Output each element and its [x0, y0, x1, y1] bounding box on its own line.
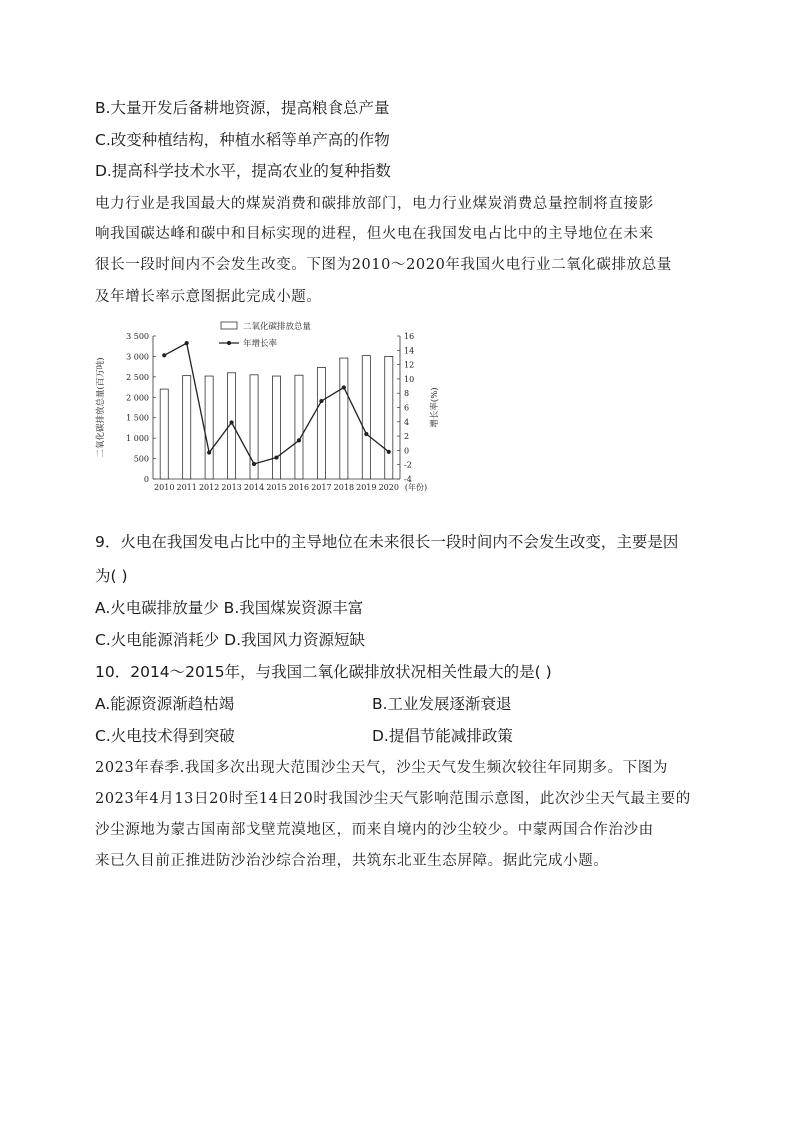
growth-rate-point: [274, 455, 278, 459]
growth-rate-point: [319, 399, 323, 403]
x-tick-label: 2019: [356, 483, 377, 492]
left-tick-label: 1 000: [126, 434, 149, 444]
intro-paragraph-line-4: 及年增长率示意图据此完成小题。: [95, 289, 322, 305]
emission-bar: [205, 376, 213, 479]
legend-line-label: 年增长率: [243, 339, 278, 349]
option-b-q8: B.大量开发后备耕地资源，提高粮食总产量: [95, 99, 390, 117]
legend-bar-swatch: [221, 322, 237, 329]
question-9-options-cd: C.火电能源消耗少 D.我国风力资源短缺: [95, 631, 366, 649]
growth-rate-point: [342, 385, 346, 389]
right-tick-label: 16: [404, 332, 415, 341]
right-tick-label: 6: [404, 403, 410, 413]
emission-bar: [362, 356, 370, 479]
question-10-stem: 10．2014～2015年，与我国二氧化碳排放状况相关性最大的是( ): [95, 663, 552, 681]
left-tick-label: 3 500: [126, 332, 149, 341]
chart-axes: [126, 332, 414, 484]
growth-rate-point: [387, 450, 391, 454]
dust-paragraph-line-4: 来已久目前正推进防沙治沙综合治理，共筑东北亚生态屏障。据此完成小题。: [95, 853, 609, 869]
dust-paragraph-line-2: 2023年4月13日20时至14日20时我国沙尘天气影响范围示意图，此次沙尘天气最主要的: [95, 791, 691, 807]
intro-paragraph-line-1: 电力行业是我国最大的煤炭消费和碳排放部门，电力行业煤炭消费总量控制将直接影: [95, 196, 654, 212]
left-tick-label: 3 000: [126, 352, 149, 362]
emission-bar: [385, 356, 393, 479]
question-9-options-ab: A.火电碳排放量少 B.我国煤炭资源丰富: [95, 599, 364, 617]
x-tick-label: 2018: [333, 483, 355, 492]
emission-bar: [183, 376, 191, 479]
legend-bar-label: 二氧化碳排放总量: [243, 322, 312, 332]
right-tick-label: -2: [404, 460, 412, 470]
emission-bar: [295, 375, 303, 479]
legend-line-marker: [227, 341, 231, 345]
x-tick-label: 2013: [221, 483, 242, 492]
dust-paragraph-line-1: 2023年春季.我国多次出现大范围沙尘天气，沙尘天气发生频次较往年同期多。下图为: [95, 760, 669, 776]
intro-paragraph-line-2: 响我国碳达峰和碳中和目标实现的进程，但火电在我国发电占比中的主导地位在未来: [95, 226, 654, 242]
growth-rate-point: [162, 353, 166, 357]
question-10-option-a: A.能源资源渐趋枯竭: [95, 695, 235, 713]
dust-paragraph-line-3: 沙尘源地为蒙古国南部戈壁荒漠地区，而来自境内的沙尘较少。中蒙两国合作治沙由: [95, 822, 654, 838]
emission-bar: [317, 367, 325, 479]
right-tick-label: 2: [404, 432, 410, 442]
right-tick-label: 12: [404, 360, 415, 370]
left-tick-label: 2 500: [126, 372, 149, 382]
x-tick-label: 2010: [154, 483, 175, 492]
growth-rate-point: [229, 420, 233, 424]
growth-rate-point: [185, 341, 189, 345]
left-tick-label: 2 000: [126, 393, 149, 403]
option-d-q8: D.提高科学技术水平，提高农业的复种指数: [95, 162, 391, 180]
right-tick-label: -4: [404, 475, 412, 484]
left-tick-label: 500: [133, 454, 149, 464]
right-axis-title: 增长率(%): [430, 387, 440, 428]
co2-emission-chart: [93, 316, 455, 494]
growth-rate-point: [364, 432, 368, 436]
x-tick-label: 2011: [176, 483, 197, 492]
x-tick-label: 2020: [378, 483, 399, 492]
right-tick-label: 0: [404, 446, 410, 456]
growth-rate-point: [252, 462, 256, 466]
option-c-q8: C.改变种植结构，种植水稻等单产高的作物: [95, 131, 390, 149]
left-tick-label: 1 500: [126, 413, 149, 423]
x-tick-label: 2017: [311, 483, 332, 492]
left-tick-label: 0: [143, 475, 149, 484]
question-9-stem: 9．火电在我国发电占比中的主导地位在未来很长一段时间内不会发生改变，主要是因: [95, 533, 679, 551]
question-10-option-b: B.工业发展逐渐衰退: [372, 695, 512, 713]
right-tick-label: 14: [404, 346, 415, 356]
right-tick-label: 8: [404, 389, 410, 399]
x-tick-label: 2015: [266, 483, 287, 492]
right-tick-label: 4: [404, 417, 410, 427]
x-tick-label: 2012: [198, 483, 220, 492]
emission-bar: [160, 389, 168, 479]
x-tick-label: 2014: [243, 483, 265, 492]
question-10-option-d: D.提倡节能减排政策: [372, 727, 513, 745]
question-9-stem-cont: 为( ): [95, 567, 128, 585]
growth-rate-point: [297, 438, 301, 442]
right-tick-label: 10: [404, 374, 415, 384]
emission-bar: [272, 376, 280, 479]
question-10-option-c: C.火电技术得到突破: [95, 727, 235, 745]
x-tick-label: 2016: [288, 483, 310, 492]
emission-bar: [340, 358, 348, 479]
left-axis-title: 二氧化碳排放总量(百万吨): [96, 357, 106, 458]
intro-paragraph-line-3: 很长一段时间内不会发生改变。下图为2010～2020年我国火电行业二氧化碳排放总量: [95, 257, 672, 273]
growth-rate-point: [207, 450, 211, 454]
x-axis-title: (年份): [404, 483, 428, 492]
